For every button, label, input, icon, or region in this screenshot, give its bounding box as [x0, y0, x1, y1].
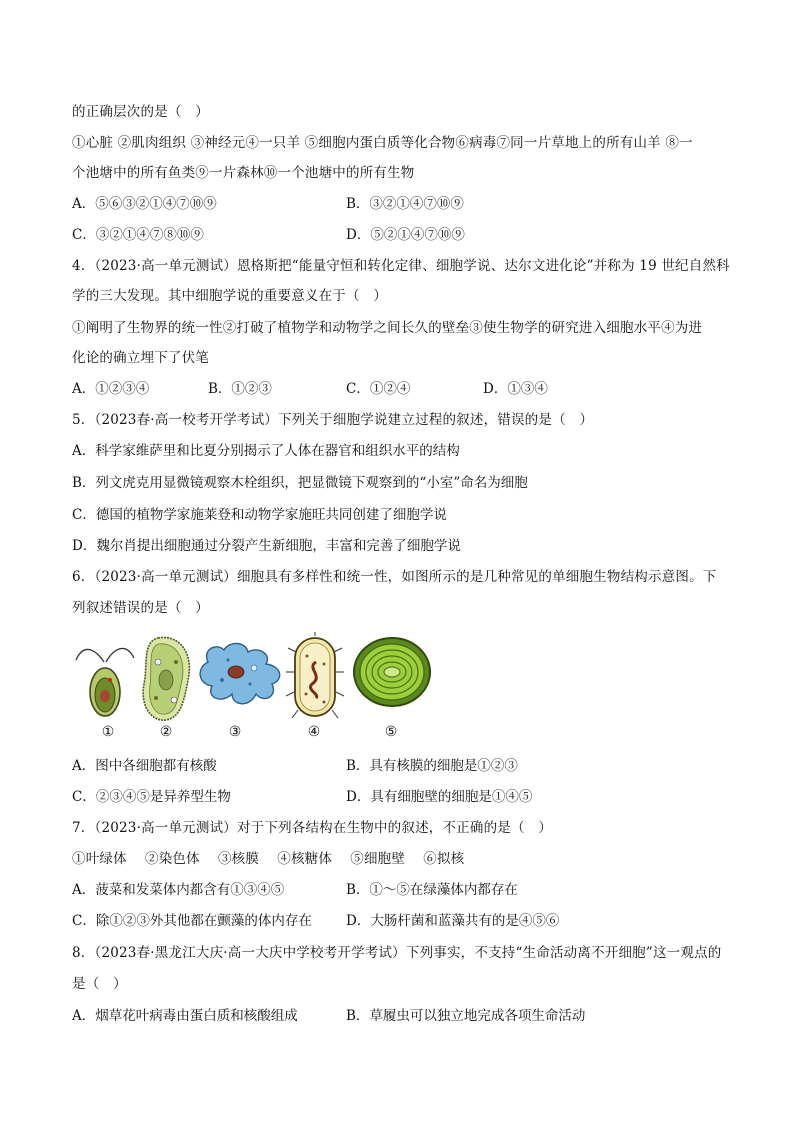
- q5-option-a[interactable]: A．科学家维萨里和比夏分别揭示了人体在器官和组织水平的结构: [72, 443, 460, 459]
- q4-stem-line2: 学的三大发现。其中细胞学说的重要意义在于（ ）: [72, 288, 388, 304]
- q8-option-b[interactable]: B．草履虫可以独立地完成各项生命活动: [346, 1008, 586, 1024]
- q4-items-line2: 化论的确立埋下了伏笔: [72, 350, 209, 366]
- q3-items-line1: ①心脏 ②肌肉组织 ③神经元④一只羊 ⑤细胞内蛋白质等化合物⑥病毒⑦同一片草地上的所有山羊 ⑧一: [72, 135, 693, 151]
- q6-option-d[interactable]: D．具有细胞壁的细胞是①④⑤: [346, 789, 533, 805]
- q5-option-c[interactable]: C．德国的植物学家施莱登和动物学家施旺共同创建了细胞学说: [72, 507, 447, 523]
- figure-label-4: ④: [307, 724, 321, 740]
- figure-label-5: ⑤: [384, 724, 398, 740]
- amoeba-cell-illustration: [194, 632, 286, 712]
- q3-items-line2: 个池塘中的所有鱼类⑨一片森林⑩一个池塘中的所有生物: [72, 165, 415, 181]
- q7-option-a[interactable]: A．菠菜和发菜体内都含有①③④⑤: [72, 882, 285, 898]
- q3-option-a[interactable]: A．⑤⑥③②①④⑦⑩⑨: [72, 196, 217, 212]
- q3-option-d[interactable]: D．⑤②①④⑦⑩⑨: [346, 227, 465, 243]
- q8-stem-line2: 是（ ）: [72, 976, 127, 992]
- single-cell-organisms-figure: [70, 632, 590, 744]
- q8-stem-line1: 8．（2023春·黑龙江大庆·高一大庆中学校考开学考试）下列事实，不支持“生命活动离不开细胞”这一观点的: [72, 945, 722, 961]
- q4-stem-line1: 4．（2023·高一单元测试）恩格斯把“能量守恒和转化定律、细胞学说、达尔文进化论”并称为 19 世纪自然科: [72, 258, 730, 274]
- q7-stem: 7．（2023·高一单元测试）对于下列各结构在生物中的叙述，不正确的是（ ）: [72, 820, 553, 836]
- q6-option-b[interactable]: B．具有核膜的细胞是①②③: [346, 758, 518, 774]
- q3-option-b[interactable]: B．③②①④⑦⑩⑨: [346, 196, 464, 212]
- q6-option-a[interactable]: A．图中各细胞都有核酸: [72, 758, 217, 774]
- figure-label-3: ③: [228, 724, 242, 740]
- q7-items: ①叶绿体 ②染色体 ③核膜 ④核糖体 ⑤细胞壁 ⑥拟核: [72, 851, 465, 867]
- q7-option-b[interactable]: B．①～⑤在绿藻体内都存在: [346, 882, 518, 898]
- q4-option-d[interactable]: D．①③④: [483, 381, 548, 397]
- figure-label-1: ①: [101, 724, 115, 740]
- q6-stem-line1: 6．（2023·高一单元测试）细胞具有多样性和统一性，如图所示的是几种常见的单细胞生物结构示意图。下: [72, 569, 717, 585]
- cyanobacterium-cell-illustration: [352, 632, 432, 712]
- q3-option-c[interactable]: C．③②①④⑦⑧⑩⑨: [72, 227, 204, 243]
- bacterium-cell-illustration: [286, 632, 344, 722]
- q4-option-c[interactable]: C．①②④: [346, 381, 411, 397]
- q6-option-c[interactable]: C．②③④⑤是异养型生物: [72, 789, 231, 805]
- q4-option-b[interactable]: B．①②③: [208, 381, 272, 397]
- figure-label-2: ②: [159, 724, 173, 740]
- q4-items-line1: ①阐明了生物界的统一性②打破了植物学和动物学之间长久的壁垒③使生物学的研究进入细胞水平④为进: [72, 320, 703, 336]
- q5-option-d[interactable]: D．魏尔肖提出细胞通过分裂产生新细胞，丰富和完善了细胞学说: [72, 538, 461, 554]
- q8-option-a[interactable]: A．烟草花叶病毒由蛋白质和核酸组成: [72, 1008, 298, 1024]
- q3-stem: 的正确层次的是（ ）: [72, 104, 209, 120]
- q7-option-d[interactable]: D．大肠杆菌和蓝藻共有的是④⑤⑥: [346, 913, 560, 929]
- q5-option-b[interactable]: B．列文虎克用显微镜观察木栓组织，把显微镜下观察到的“小室”命名为细胞: [72, 475, 528, 491]
- q7-option-c[interactable]: C．除①②③外其他都在颤藻的体内存在: [72, 913, 312, 929]
- q4-option-a[interactable]: A．①②③④: [72, 381, 150, 397]
- chlamydomonas-cell-illustration: [74, 632, 136, 722]
- q6-stem-line2: 列叙述错误的是（ ）: [72, 600, 209, 616]
- paramecium-cell-illustration: [136, 632, 198, 724]
- q5-stem: 5．（2023春·高一校考开学考试）下列关于细胞学说建立过程的叙述，错误的是（ ）: [72, 412, 594, 428]
